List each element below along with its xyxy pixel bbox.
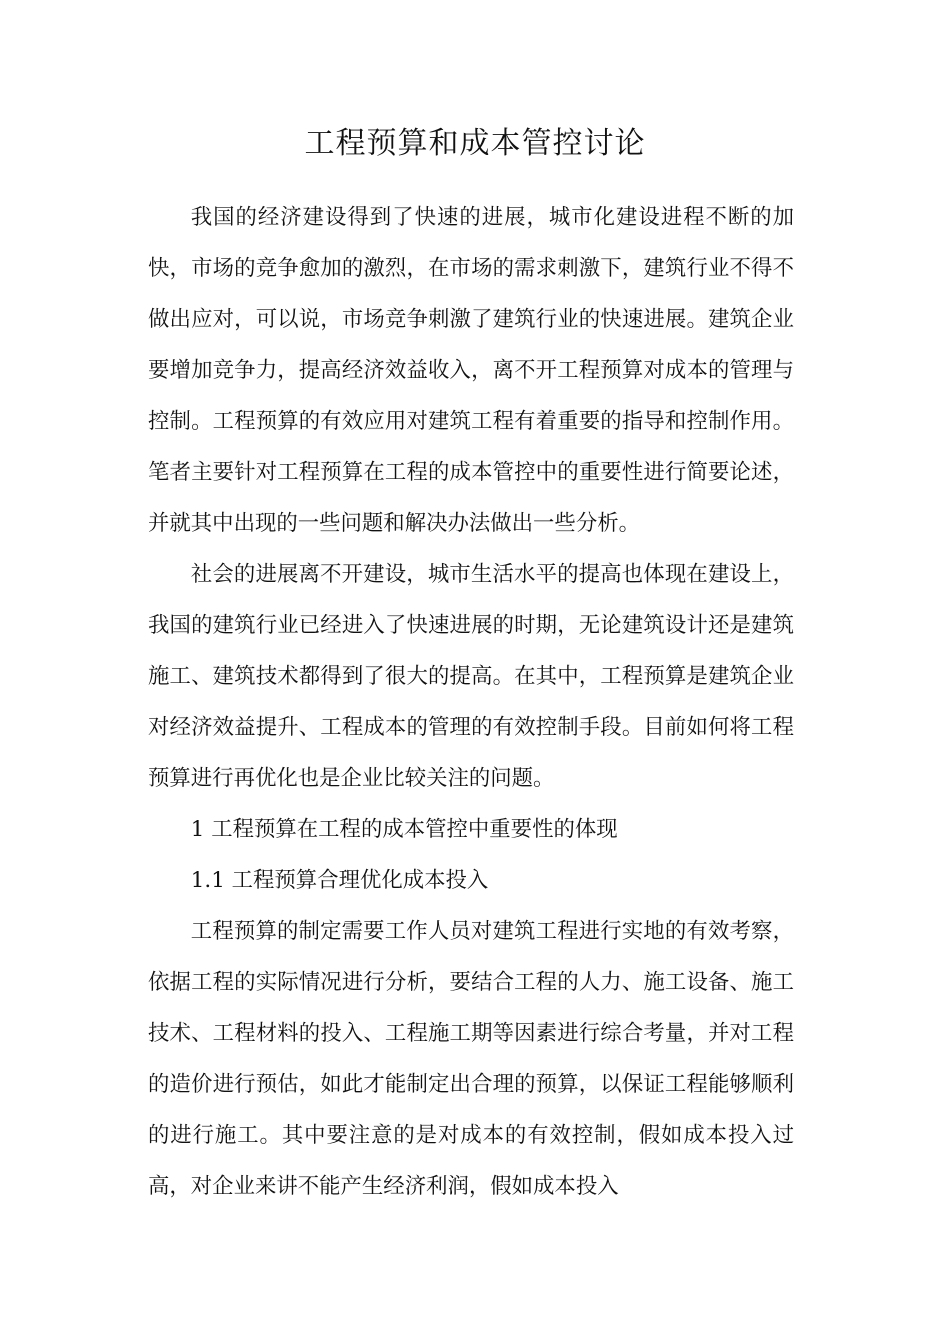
section-heading-1-1: 1.1 工程预算合理优化成本投入 — [190, 868, 489, 893]
document-body — [148, 192, 794, 1212]
paragraph-intro: 我国的经济建设得到了快速的进展，城市化建设进程不断的加快，市场的竞争愈加的激烈，在市场的需求刺激下，建筑行业不得不做出应对，可以说，市场竞争刺激了建筑行业的快速进展。建筑企业要增加竞争力，提高经济效益收入，离不开工程预算对成本的管理与控制。工程预算的有效应用对建筑工程有着重要的指导和控制作用。笔者主要针对工程预算在工程的成本管控中的重要性进行简要论述，并就其中出现的一些问题和解决办法做出一些分析。 — [148, 205, 794, 536]
paragraph-section-1-1: 工程预算的制定需要工作人员对建筑工程进行实地的有效考察，依据工程的实际情况进行分析，要结合工程的人力、施工设备、施工技术、工程材料的投入、工程施工期等因素进行综合考量，并对工程的造价进行预估，如此才能制定出合理的预算，以保证工程能够顺利的进行施工。其中要注意的是对成本的有效控制，假如成本投入过高，对企业来讲不能产生经济利润，假如成本投入 — [148, 919, 794, 1199]
section-heading-1: 1 工程预算在工程的成本管控中重要性的体现 — [190, 817, 618, 842]
document-title: 工程预算和成本管控讨论 — [304, 126, 646, 161]
paragraph-background: 社会的进展离不开建设，城市生活水平的提高也体现在建设上，我国的建筑行业已经进入了快速进展的时期，无论建筑设计还是建筑施工、建筑技术都得到了很大的提高。在其中，工程预算是建筑企业对经济效益提升、工程成本的管理的有效控制手段。目前如何将工程预算进行再优化也是企业比较关注的问题。 — [148, 562, 794, 791]
